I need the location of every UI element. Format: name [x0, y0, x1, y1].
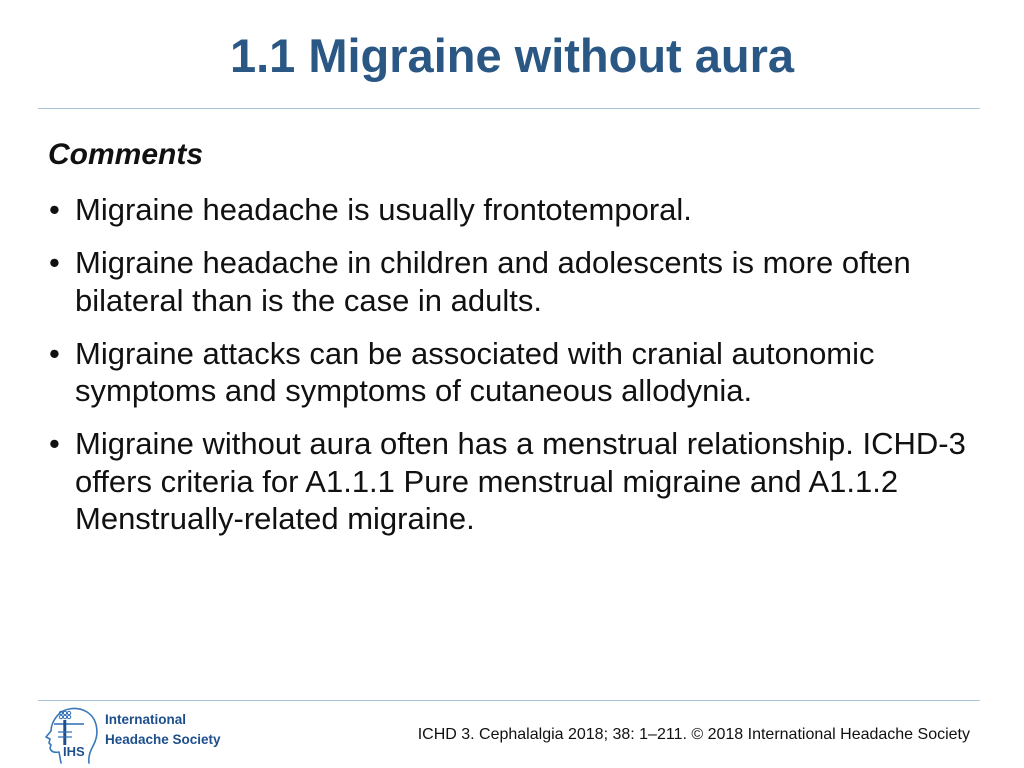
- head-profile-icon: [42, 706, 102, 764]
- citation-text: ICHD 3. Cephalalgia 2018; 38: 1–211. © 2018 International Headache Society: [417, 726, 970, 743]
- bullet-marker: •: [49, 245, 60, 280]
- section-heading: Comments: [48, 138, 204, 171]
- bullet-marker: •: [49, 426, 60, 461]
- bullet-item: [48, 191, 980, 229]
- title-divider: [38, 108, 980, 109]
- logo-name-line2: Headache Society: [105, 732, 221, 747]
- ihs-logo: [42, 706, 232, 764]
- slide-title: 1.1 Migraine without aura: [229, 29, 795, 82]
- footer-divider: [38, 700, 980, 701]
- bullet-text: Migraine attacks can be associated with cranial autonomic symptoms and symptoms of cutaneous allodynia.: [75, 335, 875, 408]
- bullet-text: Migraine without aura often has a menstrual relationship. ICHD-3 offers criteria for A1.1.1 Pure menstrual migraine and A1.1.2 Menstrually-related migraine.: [75, 426, 966, 536]
- bullet-text: Migraine headache is usually frontotemporal.: [75, 192, 692, 227]
- bullet-marker: •: [49, 335, 60, 371]
- bullet-item: [48, 425, 980, 538]
- bullet-item: [48, 244, 980, 319]
- bullet-marker: •: [49, 192, 60, 227]
- logo-name-line1: International: [105, 712, 187, 727]
- logo-mark-letters: IHS: [63, 744, 85, 759]
- bullet-text: Migraine headache in children and adolescents is more often bilateral than is the case in adults.: [75, 245, 911, 318]
- bullet-item: [48, 335, 980, 410]
- bullet-list: [48, 191, 980, 538]
